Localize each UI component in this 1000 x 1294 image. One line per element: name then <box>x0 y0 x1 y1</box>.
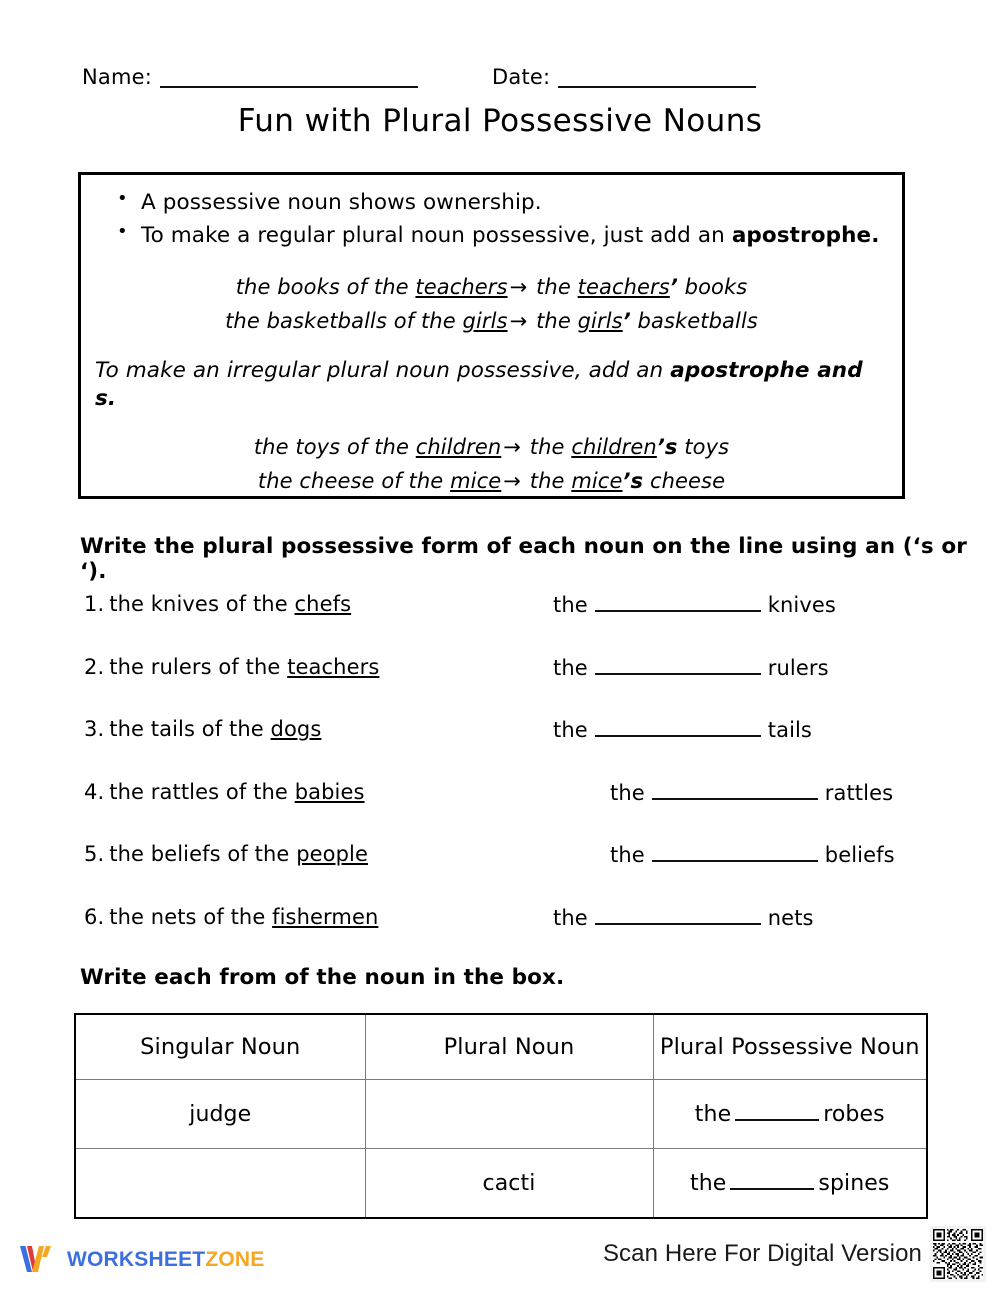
arrow-icon: → <box>503 468 521 493</box>
item-number: 3. <box>84 717 105 741</box>
example-noun-possessive: children <box>571 434 657 459</box>
answer-tail: tails <box>767 718 812 742</box>
answer-write-line[interactable] <box>595 717 761 737</box>
exercise-prompt <box>84 592 351 616</box>
column-header-singular: Singular Noun <box>75 1014 365 1080</box>
item-phrase: the tails of the <box>109 717 271 741</box>
exercise-answer <box>610 842 895 867</box>
irregular-rule-text: To make an irregular plural noun possessive, add an <box>95 357 671 383</box>
item-noun: babies <box>294 779 365 804</box>
rule-bullet-2 <box>93 219 890 252</box>
cell-possessive-content <box>690 1171 890 1196</box>
example-suffix: toys <box>677 434 730 459</box>
example-noun-underlined: children <box>415 434 502 459</box>
rule-bullet-2-bold: apostrophe. <box>731 223 880 249</box>
date-field[interactable] <box>492 67 756 88</box>
rule-bullet-2-text: To make a regular plural noun possessive, just add an <box>141 223 732 249</box>
answer-lead: the <box>553 905 588 930</box>
item-noun: fishermen <box>272 904 379 929</box>
arrow-icon: → <box>509 308 528 333</box>
rule-bullet-1-text: A possessive noun shows ownership. <box>141 190 542 215</box>
cell-singular[interactable]: judge <box>75 1080 365 1149</box>
instruction-exercises: Write the plural possessive form of each noun on the line using an (‘s or ‘). <box>80 534 967 584</box>
answer-write-line[interactable] <box>595 592 761 612</box>
regular-example-2 <box>93 304 890 338</box>
example-noun-underlined: girls <box>462 308 508 333</box>
cell-lead: the <box>690 1170 727 1196</box>
exercise-prompt <box>84 780 365 804</box>
logo-word-worksheet: WORKSHEET <box>67 1247 206 1271</box>
column-header-possessive: Plural Possessive Noun <box>653 1014 927 1080</box>
page-title: Fun with Plural Possessive Nouns <box>237 103 763 139</box>
table-header-row <box>75 1014 927 1080</box>
example-apostrophe: ’s <box>656 434 678 459</box>
item-noun: people <box>296 842 368 866</box>
regular-examples <box>93 270 890 338</box>
example-noun-possessive: teachers <box>577 274 670 299</box>
irregular-rule-bold: apostrophe and s. <box>95 357 863 411</box>
example-prefix: the basketballs of the <box>225 308 463 333</box>
cell-tail: spines <box>818 1170 890 1196</box>
item-noun: chefs <box>294 592 352 616</box>
answer-tail: rulers <box>767 655 829 680</box>
exercise-answer <box>553 592 836 617</box>
logo-word-zone: ZONE <box>205 1247 265 1271</box>
answer-write-line[interactable] <box>595 655 761 675</box>
exercise-answer <box>553 717 812 742</box>
cell-tail: robes <box>823 1101 885 1127</box>
answer-write-line[interactable] <box>652 842 818 862</box>
example-mid: the <box>529 308 578 333</box>
noun-forms-table <box>74 1013 928 1219</box>
exercise-answer <box>553 655 829 680</box>
answer-lead: the <box>610 843 645 867</box>
irregular-example-1 <box>93 430 890 464</box>
rule-bullet-1 <box>93 186 890 219</box>
example-noun-underlined: teachers <box>415 274 508 299</box>
exercise-prompt <box>84 905 378 929</box>
item-number: 6. <box>84 904 105 929</box>
item-number: 2. <box>84 654 105 679</box>
regular-example-1 <box>93 270 890 304</box>
answer-lead: the <box>553 718 588 742</box>
worksheetzone-logo[interactable] <box>18 1242 264 1276</box>
arrow-icon: → <box>503 434 521 459</box>
instruction-table: Write each from of the noun in the box. <box>80 965 565 990</box>
exercise-prompt <box>84 842 368 866</box>
answer-lead: the <box>553 593 588 617</box>
exercise-answer <box>610 780 893 805</box>
page-footer <box>0 1208 1000 1294</box>
cell-plural[interactable]: cacti <box>365 1149 653 1219</box>
logo-w-icon <box>18 1243 58 1275</box>
example-suffix: cheese <box>643 468 726 493</box>
name-label: Name: <box>82 65 153 89</box>
scan-section <box>603 1226 986 1282</box>
example-prefix: the toys of the <box>253 434 416 459</box>
exercise-item <box>0 842 1000 905</box>
exercise-item <box>0 905 1000 968</box>
date-label: Date: <box>492 65 551 89</box>
example-noun-possessive: mice <box>571 468 623 493</box>
example-apostrophe: ’ <box>622 308 631 333</box>
answer-tail: knives <box>767 593 836 617</box>
exercise-list <box>0 592 1000 967</box>
item-noun: teachers <box>287 654 380 679</box>
exercise-prompt <box>84 655 379 679</box>
example-mid: the <box>529 274 578 299</box>
item-phrase: the rattles of the <box>109 779 295 804</box>
example-mid: the <box>522 434 572 459</box>
exercise-item <box>0 655 1000 718</box>
cell-possessive[interactable] <box>653 1080 927 1149</box>
item-number: 1. <box>84 592 105 616</box>
cell-write-line[interactable] <box>730 1172 814 1190</box>
cell-plural[interactable] <box>365 1080 653 1149</box>
example-apostrophe: ’ <box>669 274 678 299</box>
example-apostrophe: ’s <box>622 468 644 493</box>
cell-possessive-content <box>695 1102 885 1127</box>
answer-write-line[interactable] <box>595 905 761 925</box>
example-suffix: books <box>677 274 748 299</box>
irregular-example-2 <box>93 464 890 498</box>
column-header-plural: Plural Noun <box>365 1014 653 1080</box>
example-prefix: the books of the <box>235 274 416 299</box>
answer-lead: the <box>553 655 588 680</box>
exercise-answer <box>553 905 814 930</box>
item-number: 5. <box>84 842 105 866</box>
irregular-rule <box>93 357 890 413</box>
scan-label: Scan Here For Digital Version <box>602 1240 922 1267</box>
item-number: 4. <box>84 779 105 804</box>
exercise-item <box>0 780 1000 843</box>
example-noun-possessive: girls <box>577 308 623 333</box>
item-phrase: the knives of the <box>109 592 295 616</box>
exercise-item <box>0 717 1000 780</box>
answer-tail: rattles <box>824 780 894 805</box>
cell-write-line[interactable] <box>735 1103 819 1121</box>
item-phrase: the beliefs of the <box>109 842 297 866</box>
example-noun-underlined: mice <box>450 468 502 493</box>
example-mid: the <box>522 468 572 493</box>
date-write-line[interactable] <box>558 85 756 88</box>
example-suffix: basketballs <box>630 308 758 333</box>
answer-write-line[interactable] <box>652 780 818 800</box>
item-phrase: the rulers of the <box>109 654 288 679</box>
name-field[interactable] <box>82 67 418 88</box>
rules-box <box>78 172 905 499</box>
header-fields <box>82 52 930 88</box>
rules-bullet-list <box>93 186 890 253</box>
table-row <box>75 1080 927 1149</box>
name-write-line[interactable] <box>160 85 418 88</box>
answer-tail: nets <box>767 905 814 930</box>
logo-text <box>67 1249 264 1270</box>
exercise-item <box>0 592 1000 655</box>
answer-lead: the <box>610 780 645 805</box>
qr-code-icon[interactable] <box>930 1226 986 1282</box>
answer-tail: beliefs <box>824 843 895 867</box>
arrow-icon: → <box>509 274 528 299</box>
cell-lead: the <box>694 1101 732 1127</box>
item-phrase: the nets of the <box>109 904 273 929</box>
irregular-examples <box>93 430 890 498</box>
example-prefix: the cheese of the <box>257 468 451 493</box>
item-noun: dogs <box>270 717 322 741</box>
exercise-prompt <box>84 717 321 741</box>
